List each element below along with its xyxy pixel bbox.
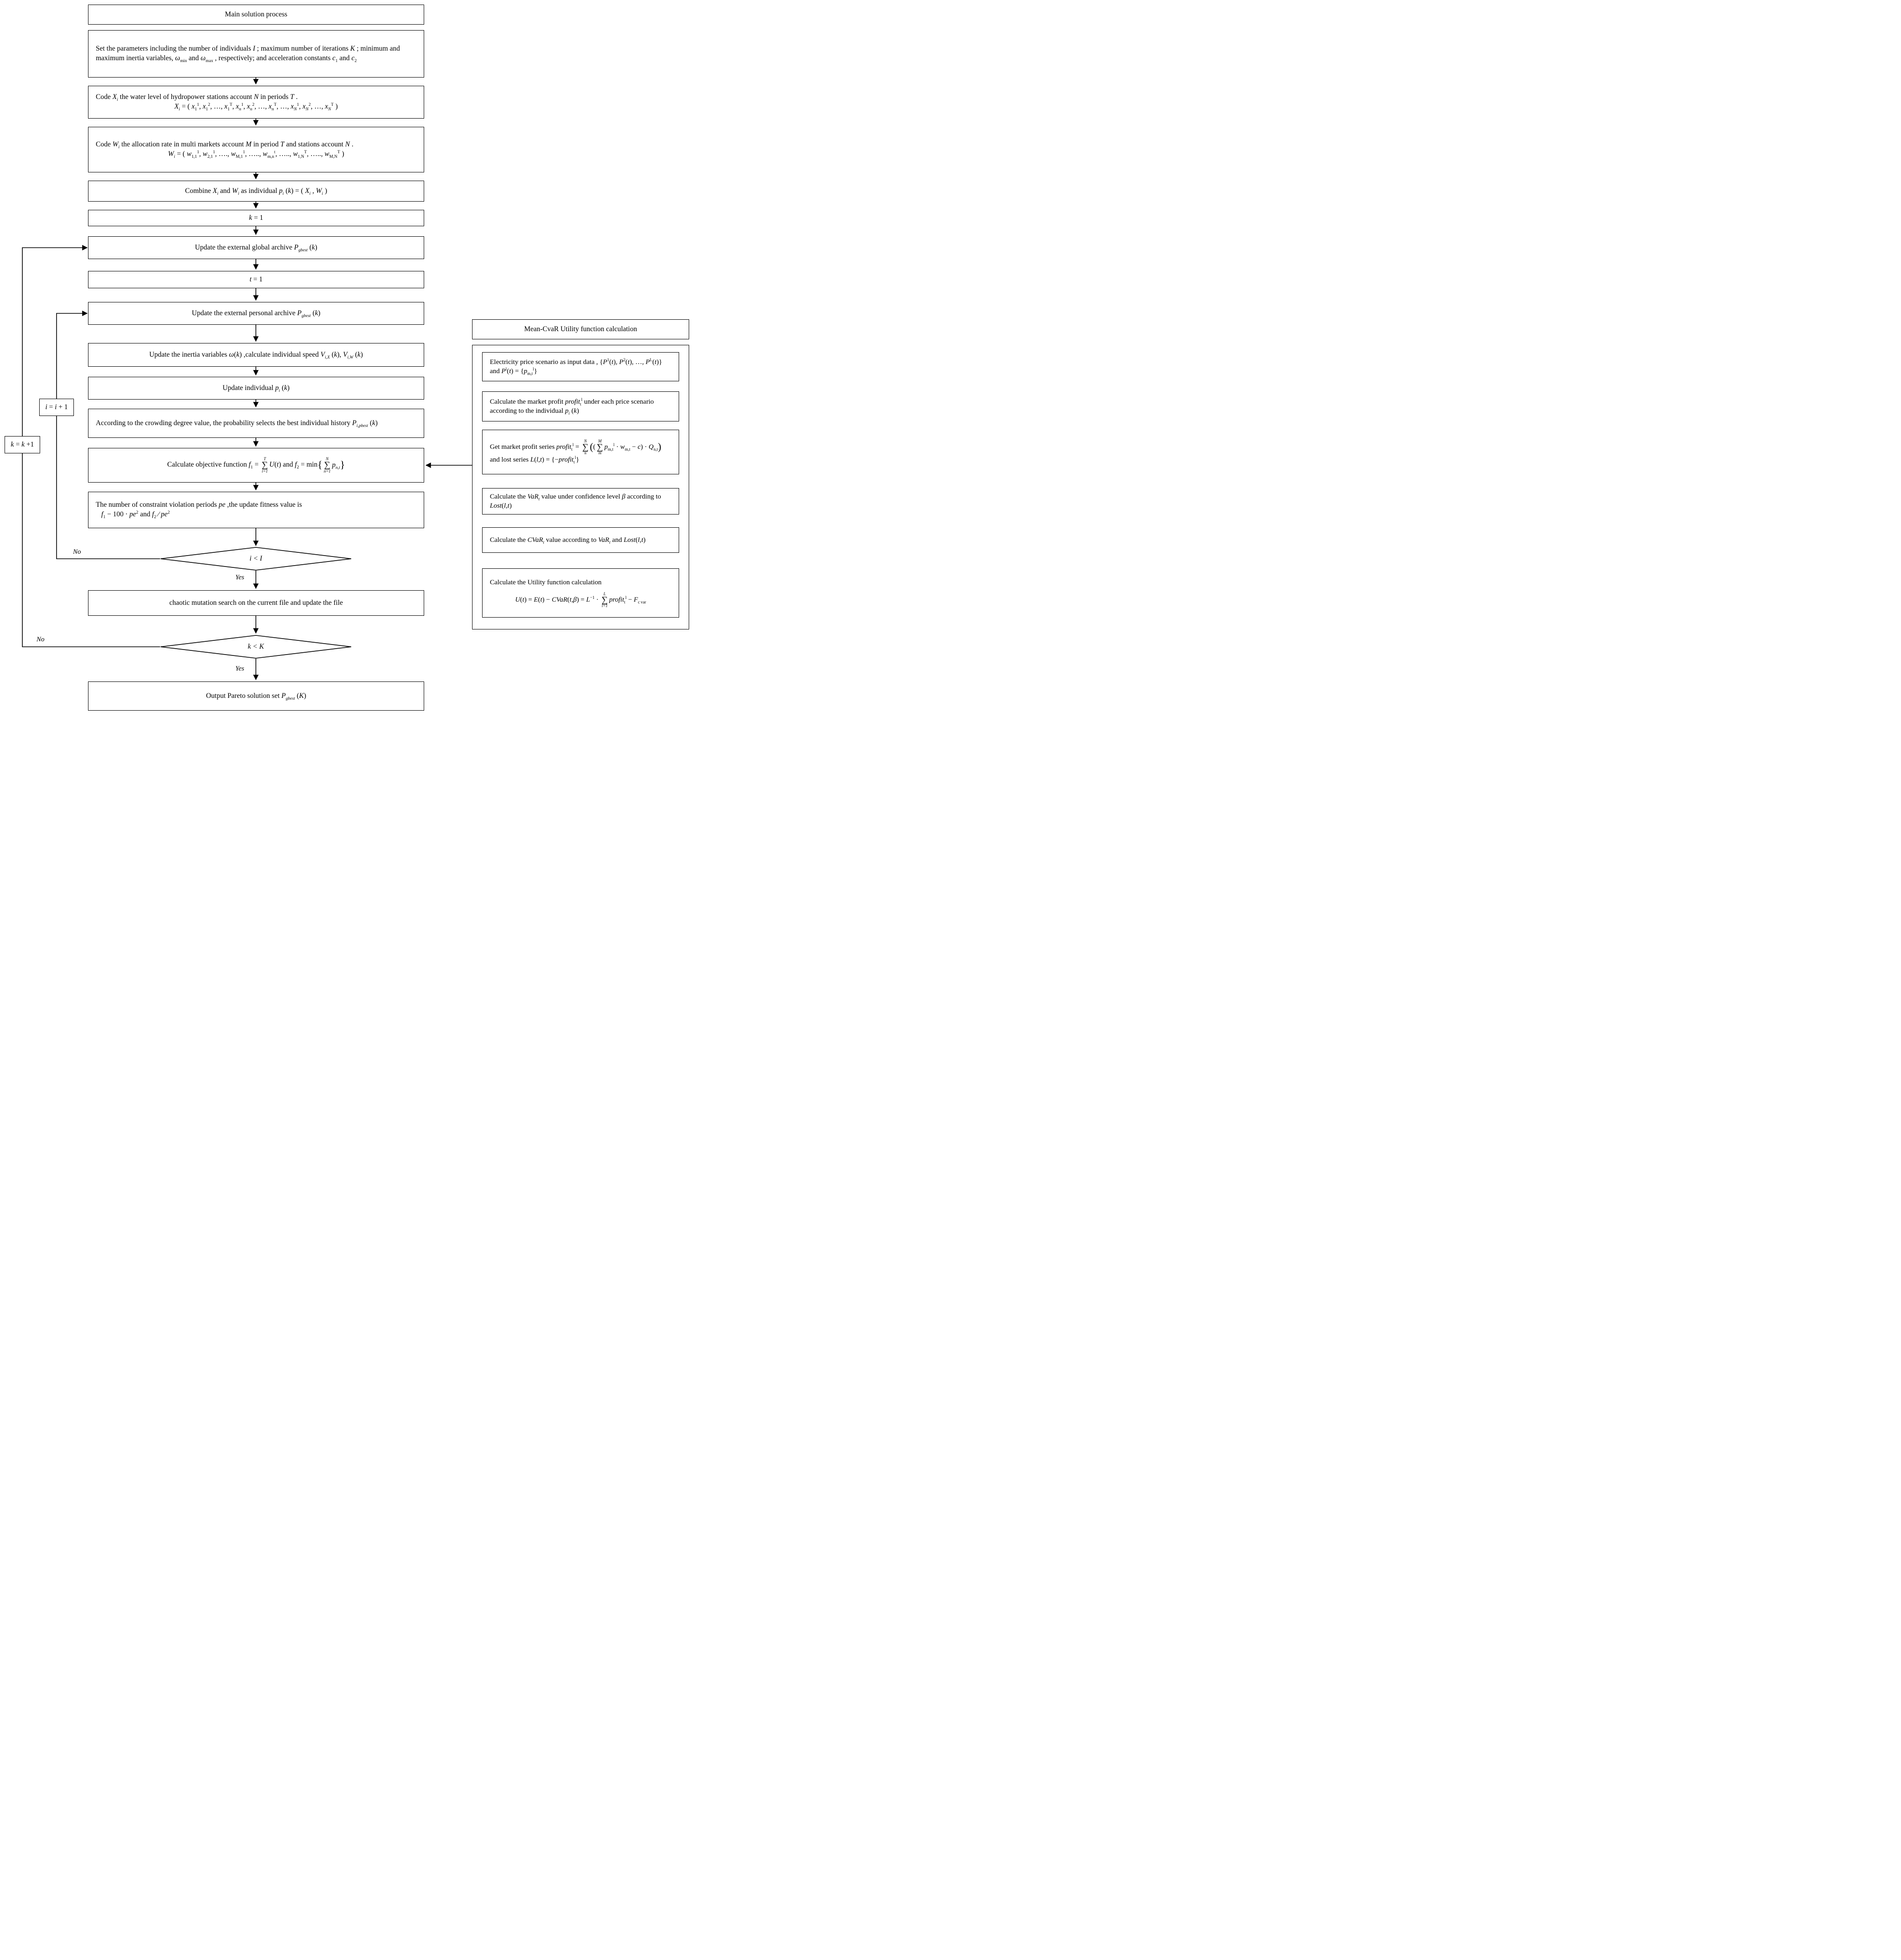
step-t-init	[88, 271, 424, 288]
box-k-increment	[5, 436, 40, 453]
step-code-w	[88, 127, 424, 172]
box-k-increment-text: k = k +1	[10, 440, 34, 448]
step-fitness-update-text: The number of constraint violation periods pe ,the update fitness value is	[96, 501, 302, 509]
step-output-pareto	[88, 681, 424, 711]
box-i-increment	[39, 399, 74, 416]
step-update-global-archive-text: Update the external global archive $P_{gbest}$ (k)	[195, 243, 317, 253]
step-combine-text: Combine $X_i$ and $W_i$ as individual $p_i$ (k) = ( $X_i$ , $W_i$ )	[185, 187, 327, 196]
panel-step-input-data-text: Electricity price scenario as input data , {$P^1(t)$, $P^2(t)$, …, $P^L(t)$} and $P^l(t) = \{p_{m,t}^l\}$	[490, 358, 662, 376]
step-update-inertia-text: Update the inertia variables ω(k) ,calculate individual speed $V_{i,X}$ (k), $V_{i,W}$ (k)	[149, 350, 363, 360]
decision-k-lt-K	[160, 635, 352, 659]
step-chaotic-mutation-text: chaotic mutation search on the current file and update the file	[169, 598, 343, 607]
step-set-parameters	[88, 30, 424, 78]
step-update-inertia	[88, 343, 424, 367]
decision-k-label: k < K	[248, 643, 264, 650]
flowchart-canvas	[0, 0, 701, 723]
step-k-init	[88, 210, 424, 226]
label-no-i: No	[73, 548, 81, 556]
step-code-w-formula: $W_i$ = ( $w_{1,1}^1$, $w_{2,1}^1$, …., $w_{M,1}^1$, ….., $w_{m,n}^t$, ….., $w_{1,N}^T$, ….., $w_{M,N}^T$ )	[168, 149, 344, 160]
panel-step-utility-formula: U(t) = E(t) − CVaR(t,β) = $L^{-1}$ · L ∑ l=1 profit$_t^l$ − $F_{c var}$	[515, 591, 646, 608]
panel-step-market-profit	[482, 391, 679, 421]
label-yes-i: Yes	[235, 574, 244, 581]
step-combine	[88, 181, 424, 202]
step-output-pareto-text: Output Pareto solution set $P_{gbest}$ (K)	[206, 691, 306, 701]
decision-i-label: i < I	[249, 555, 262, 562]
main-process-title	[88, 5, 424, 25]
panel-step-profit-series-text: Get market profit series profit$_t^l$ = N ∑ n (( M ∑ m $p_{m,t}^l \cdot w_{m,t} - c) \cdot Q_{n,t}$) and lost series L(l,t) = {−profit$_t^l$}	[490, 439, 661, 465]
panel-step-profit-series	[482, 430, 679, 474]
panel-step-input-data	[482, 352, 679, 381]
panel-step-cvar	[482, 527, 679, 553]
step-code-x-text: Code $X_i$ the water level of hydropower stations account N in periods T .	[96, 93, 298, 103]
panel-step-var-text: Calculate the VaR$_t$ value under confidence level β according to Lost(l,t)	[490, 493, 661, 509]
box-i-increment-text: i = i + 1	[45, 403, 68, 411]
step-fitness-update	[88, 492, 424, 528]
step-objective-function-text: Calculate objective function $f_1$ = T ∑ t=1 U(t) and $f_2 = \min${ N ∑ n=1 $p_{n,t}$}	[167, 457, 345, 473]
decision-i-lt-I	[160, 547, 352, 571]
label-no-k: No	[36, 636, 45, 643]
panel-step-var	[482, 488, 679, 515]
panel-step-market-profit-text: Calculate the market profit profit$_t^l$ under each price scenario according to the individual $p_i$ (k)	[490, 397, 654, 416]
step-k-init-text: k = 1	[249, 213, 264, 222]
step-code-x	[88, 86, 424, 119]
panel-step-utility-text: Calculate the Utility function calculation	[490, 579, 602, 587]
main-process-title-text: Main solution process	[225, 10, 287, 18]
step-crowding-degree-text: According to the crowding degree value, the probability selects the best individual history $P_{i,pbest}$ (k)	[96, 419, 378, 428]
label-yes-k: Yes	[235, 665, 244, 672]
step-update-global-archive	[88, 236, 424, 259]
step-objective-function	[88, 448, 424, 483]
loop-i-return	[57, 313, 87, 399]
step-code-w-text: Code $W_i$ the allocation rate in multi markets account M in period T and stations account N .	[96, 140, 353, 150]
step-update-individual-text: Update individual $p_i$ (k)	[223, 384, 290, 393]
step-t-init-text: t = 1	[249, 275, 263, 283]
step-set-parameters-text: Set the parameters including the number of individuals I ; maximum number of iterations K ; minimum and maximum inertia variables, $\omega_{min}$ and $\omega_{max}$ , respectively; and acceleration constants $c_1$ and $c_2$	[96, 45, 400, 64]
step-update-personal-archive	[88, 302, 424, 325]
step-update-personal-archive-text: Update the external personal archive $P_{gbest}$ (k)	[192, 309, 321, 318]
panel-title-text: Mean-CvaR Utility function calculation	[524, 325, 637, 333]
step-fitness-update-formula: $f_1 - 100 \cdot pe^2$ and $f_2$ ∕ $pe^2$	[101, 509, 170, 520]
step-update-individual	[88, 377, 424, 400]
panel-title	[472, 319, 689, 339]
step-code-x-formula: $X_i$ = ( $x_1^1$, $x_1^2$, …, $x_1^T$, $x_n^1$, $x_n^2$, …, $x_n^T$, …, $x_N^1$, $x_N^2$, …, $x_N^T$ )	[174, 102, 338, 112]
step-crowding-degree	[88, 409, 424, 438]
step-chaotic-mutation	[88, 590, 424, 616]
panel-step-cvar-text: Calculate the CVaR$_t$ value according to VaR$_t$ and Lost(l,t)	[490, 536, 646, 545]
panel-step-utility	[482, 568, 679, 618]
